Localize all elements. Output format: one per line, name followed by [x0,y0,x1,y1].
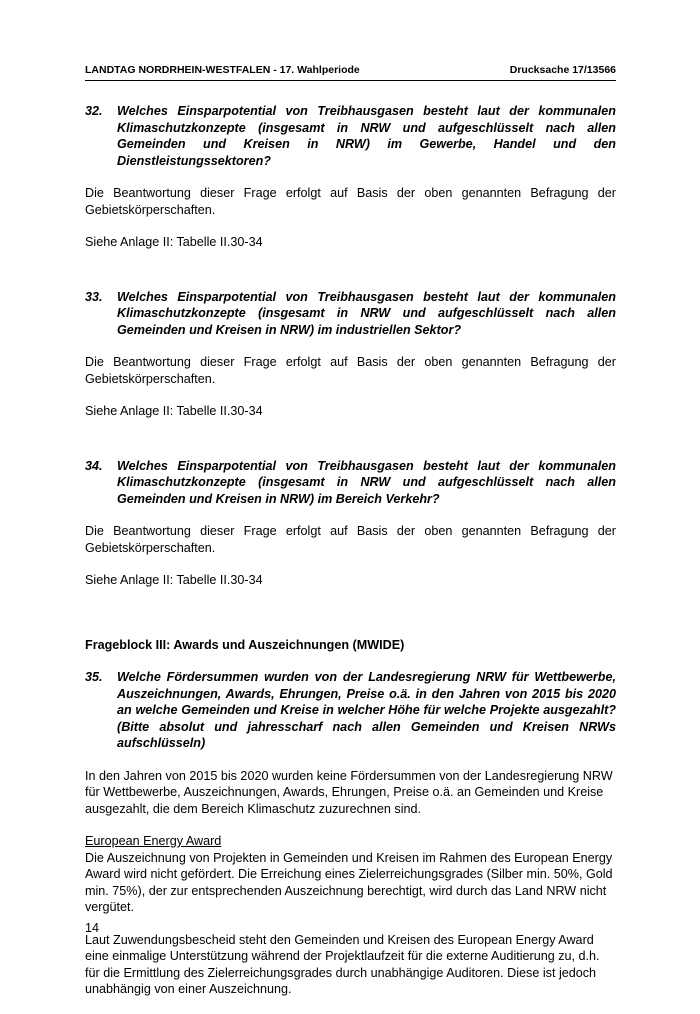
question-number: 34. [85,458,103,473]
paragraph-eea-1: Die Auszeichnung von Projekten in Gemeinden und Kreisen im Rahmen des European Energy Award wird nicht gefördert. Die Erreichung eines Zielerreichungsgrades (Silber min. 50%, Gold min. 75%), der zur entsprechenden Auszeichnung berechtigt, wird durch das Land NRW nicht vergütet. [85,850,613,914]
question-35 [85,669,616,752]
header-parliament: LANDTAG NORDRHEIN-WESTFALEN - 17. Wahlperiode [85,64,360,76]
section-heading-frageblock-3: Frageblock III: Awards und Auszeichnungen (MWIDE) [85,637,405,652]
page-header [85,64,616,81]
question-number: 32. [85,104,103,118]
question-34 [85,458,616,508]
subheading-european-energy-award: European Energy Award [85,834,222,848]
question-text: Welches Einsparpotential von Treibhausgasen besteht laut der kommunalen Klimaschutzkonzepte (insgesamt in NRW und aufgeschlüsselt nach allen Gemeinden und Kreisen in NRW) im Bereich Verkehr? [117,458,616,506]
question-number: 33. [85,289,103,304]
answer-35: In den Jahren von 2015 bis 2020 wurden keine Fördersummen von der Landesregierung NRW für Wettbewerbe, Auszeichnungen, Awards, Ehrungen, Preise o.ä. an Gemeinden und Kreise ausgezahlt, die dem Bereich Klimaschutz zuzurechnen sind. [85,768,613,816]
question-text: Welches Einsparpotential von Treibhausgasen besteht laut der kommunalen Klimaschutzkonzepte (insgesamt in NRW und aufgeschlüsselt nach allen Gemeinden und Kreisen in NRW) im Gewerbe, Handel und den Dienstleistungssektoren? [117,104,616,168]
reference-32: Siehe Anlage II: Tabelle II.30-34 [85,235,263,249]
question-number: 35. [85,670,103,684]
page-number: 14 [85,921,100,935]
reference-33: Siehe Anlage II: Tabelle II.30-34 [85,404,263,418]
question-33 [85,289,616,339]
paragraph-eea-2: Laut Zuwendungsbescheid steht den Gemeinden und Kreisen des European Energy Award eine einmalige Unterstützung während der Projektlaufzeit für die externe Auditierung zu, d.h. für die Ermittlung des Zielerreichungsgrades durch unabhängige Auditoren. Diese ist jedoch unabhängig von einer Auszeichnung. [85,932,600,996]
spacer [85,436,616,458]
answer-32: Die Beantwortung dieser Frage erfolgt auf Basis der oben genannten Befragung der Gebietskörperschaften. [85,186,616,217]
document-page [85,64,616,1014]
answer-34: Die Beantwortung dieser Frage erfolgt auf Basis der oben genannten Befragung der Gebietskörperschaften. [85,524,616,555]
spacer [85,605,616,627]
header-document-number: Drucksache 17/13566 [509,64,616,76]
question-text: Welches Einsparpotential von Treibhausgasen besteht laut der kommunalen Klimaschutzkonzepte (insgesamt in NRW und aufgeschlüsselt nach allen Gemeinden und Kreisen in NRW) im industriellen Sektor? [117,289,616,337]
answer-33: Die Beantwortung dieser Frage erfolgt auf Basis der oben genannten Befragung der Gebietskörperschaften. [85,355,616,386]
reference-34: Siehe Anlage II: Tabelle II.30-34 [85,573,263,587]
question-32 [85,103,616,169]
question-text: Welche Fördersummen wurden von der Landesregierung NRW für Wettbewerbe, Auszeichnungen, Awards, Ehrungen, Preise o.ä. in den Jahren von 2015 bis 2020 an welche Gemeinden und Kreise in welcher Höhe für welche Projekte ausgezahlt? (Bitte absolut und jahresscharf nach allen Gemeinden und Kreisen NRWs aufschlüsseln) [117,670,616,750]
spacer [85,267,616,289]
